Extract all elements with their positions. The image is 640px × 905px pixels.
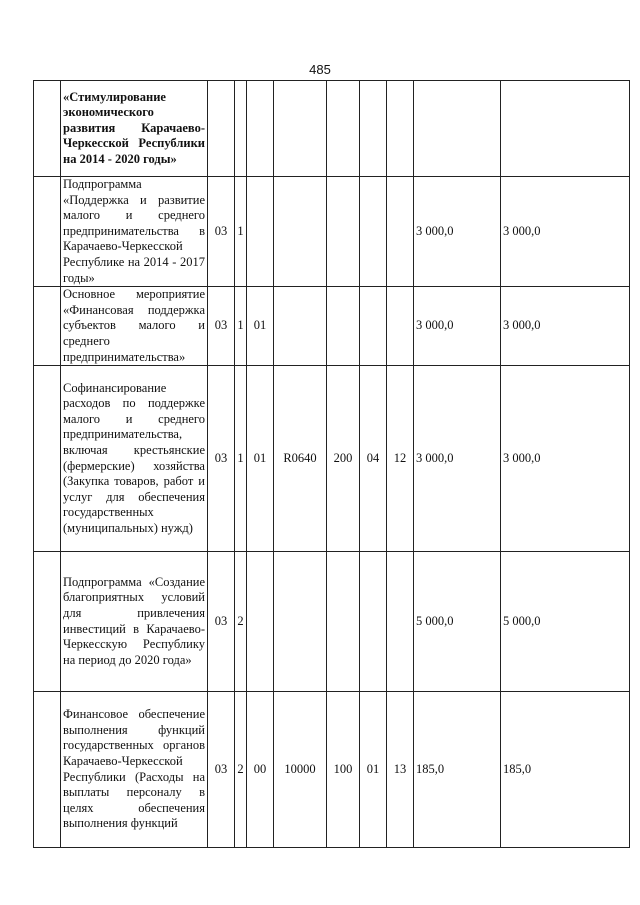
- direction-cell: 10000: [274, 692, 327, 848]
- direction-cell: [274, 81, 327, 177]
- sum-year-cell: 3 000,0: [414, 287, 501, 366]
- name-cell: Подпрограмма «Создание благоприятных условий для привлечения инвестиций в Карачаево-Черкесскую Республику на период до 2020 года»: [61, 552, 208, 692]
- expense-type-cell: [327, 287, 360, 366]
- main-event-cell: [247, 177, 274, 287]
- subsection-cell: [387, 177, 414, 287]
- expense-type-cell: [327, 177, 360, 287]
- program-cell: 03: [208, 287, 235, 366]
- section-cell: 04: [360, 366, 387, 552]
- sum-year-cell: 5 000,0: [414, 552, 501, 692]
- expense-type-cell: [327, 552, 360, 692]
- program-cell: 03: [208, 692, 235, 848]
- section-cell: [360, 287, 387, 366]
- sum-year-cell: [414, 81, 501, 177]
- page-number: 485: [309, 62, 331, 77]
- table-row: [34, 692, 630, 848]
- sum-year-cell: 3 000,0: [414, 177, 501, 287]
- program-cell: 03: [208, 177, 235, 287]
- table-row: [34, 366, 630, 552]
- main-event-cell: [247, 81, 274, 177]
- program-cell: 03: [208, 366, 235, 552]
- main-event-cell: [247, 552, 274, 692]
- name-cell: Софинансирование расходов по поддержке малого и среднего предпринимательства, включая крестьянские (фермерские) хозяйства (Закупка товаров, работ и услуг для обеспечения государственных (муниципальных) нужд): [61, 366, 208, 552]
- direction-cell: [274, 552, 327, 692]
- section-cell: [360, 552, 387, 692]
- program-cell: 03: [208, 552, 235, 692]
- main-event-cell: 01: [247, 287, 274, 366]
- subprogram-cell: 1: [235, 177, 247, 287]
- subprogram-cell: 2: [235, 692, 247, 848]
- section-cell: 01: [360, 692, 387, 848]
- sum-year-cell: 185,0: [414, 692, 501, 848]
- subprogram-cell: 1: [235, 366, 247, 552]
- sum-total-cell: 3 000,0: [501, 177, 630, 287]
- budget-table: [33, 80, 630, 848]
- subsection-cell: 13: [387, 692, 414, 848]
- sum-total-cell: 3 000,0: [501, 366, 630, 552]
- subprogram-cell: 1: [235, 287, 247, 366]
- number-cell: [34, 287, 61, 366]
- number-cell: [34, 177, 61, 287]
- expense-type-cell: [327, 81, 360, 177]
- subsection-cell: 12: [387, 366, 414, 552]
- sum-total-cell: 185,0: [501, 692, 630, 848]
- subsection-cell: [387, 287, 414, 366]
- main-event-cell: 01: [247, 366, 274, 552]
- direction-cell: R0640: [274, 366, 327, 552]
- name-cell: «Стимулирование экономического развития Карачаево-Черкесской Республики на 2014 - 2020 годы»: [61, 81, 208, 177]
- number-cell: [34, 552, 61, 692]
- subsection-cell: [387, 81, 414, 177]
- sum-total-cell: 3 000,0: [501, 287, 630, 366]
- program-cell: [208, 81, 235, 177]
- table-row: [34, 287, 630, 366]
- section-cell: [360, 81, 387, 177]
- number-cell: [34, 366, 61, 552]
- table-row: [34, 552, 630, 692]
- sum-year-cell: 3 000,0: [414, 366, 501, 552]
- main-event-cell: 00: [247, 692, 274, 848]
- name-cell: Подпрограмма «Поддержка и развитие малого и среднего предпринимательства в Карачаево-Черкесской Республике на 2014 - 2017 годы»: [61, 177, 208, 287]
- subprogram-cell: 2: [235, 552, 247, 692]
- name-cell: Финансовое обеспечение выполнения функций государственных органов Карачаево-Черкесской Республики (Расходы на выплаты персоналу в целях обеспечения выполнения функций: [61, 692, 208, 848]
- subprogram-cell: [235, 81, 247, 177]
- direction-cell: [274, 287, 327, 366]
- sum-total-cell: [501, 81, 630, 177]
- expense-type-cell: 100: [327, 692, 360, 848]
- number-cell: [34, 692, 61, 848]
- table-row: [34, 81, 630, 177]
- direction-cell: [274, 177, 327, 287]
- subsection-cell: [387, 552, 414, 692]
- name-cell: Основное мероприятие «Финансовая поддержка субъектов малого и среднего предпринимательства»: [61, 287, 208, 366]
- sum-total-cell: 5 000,0: [501, 552, 630, 692]
- expense-type-cell: 200: [327, 366, 360, 552]
- section-cell: [360, 177, 387, 287]
- number-cell: [34, 81, 61, 177]
- table-row: [34, 177, 630, 287]
